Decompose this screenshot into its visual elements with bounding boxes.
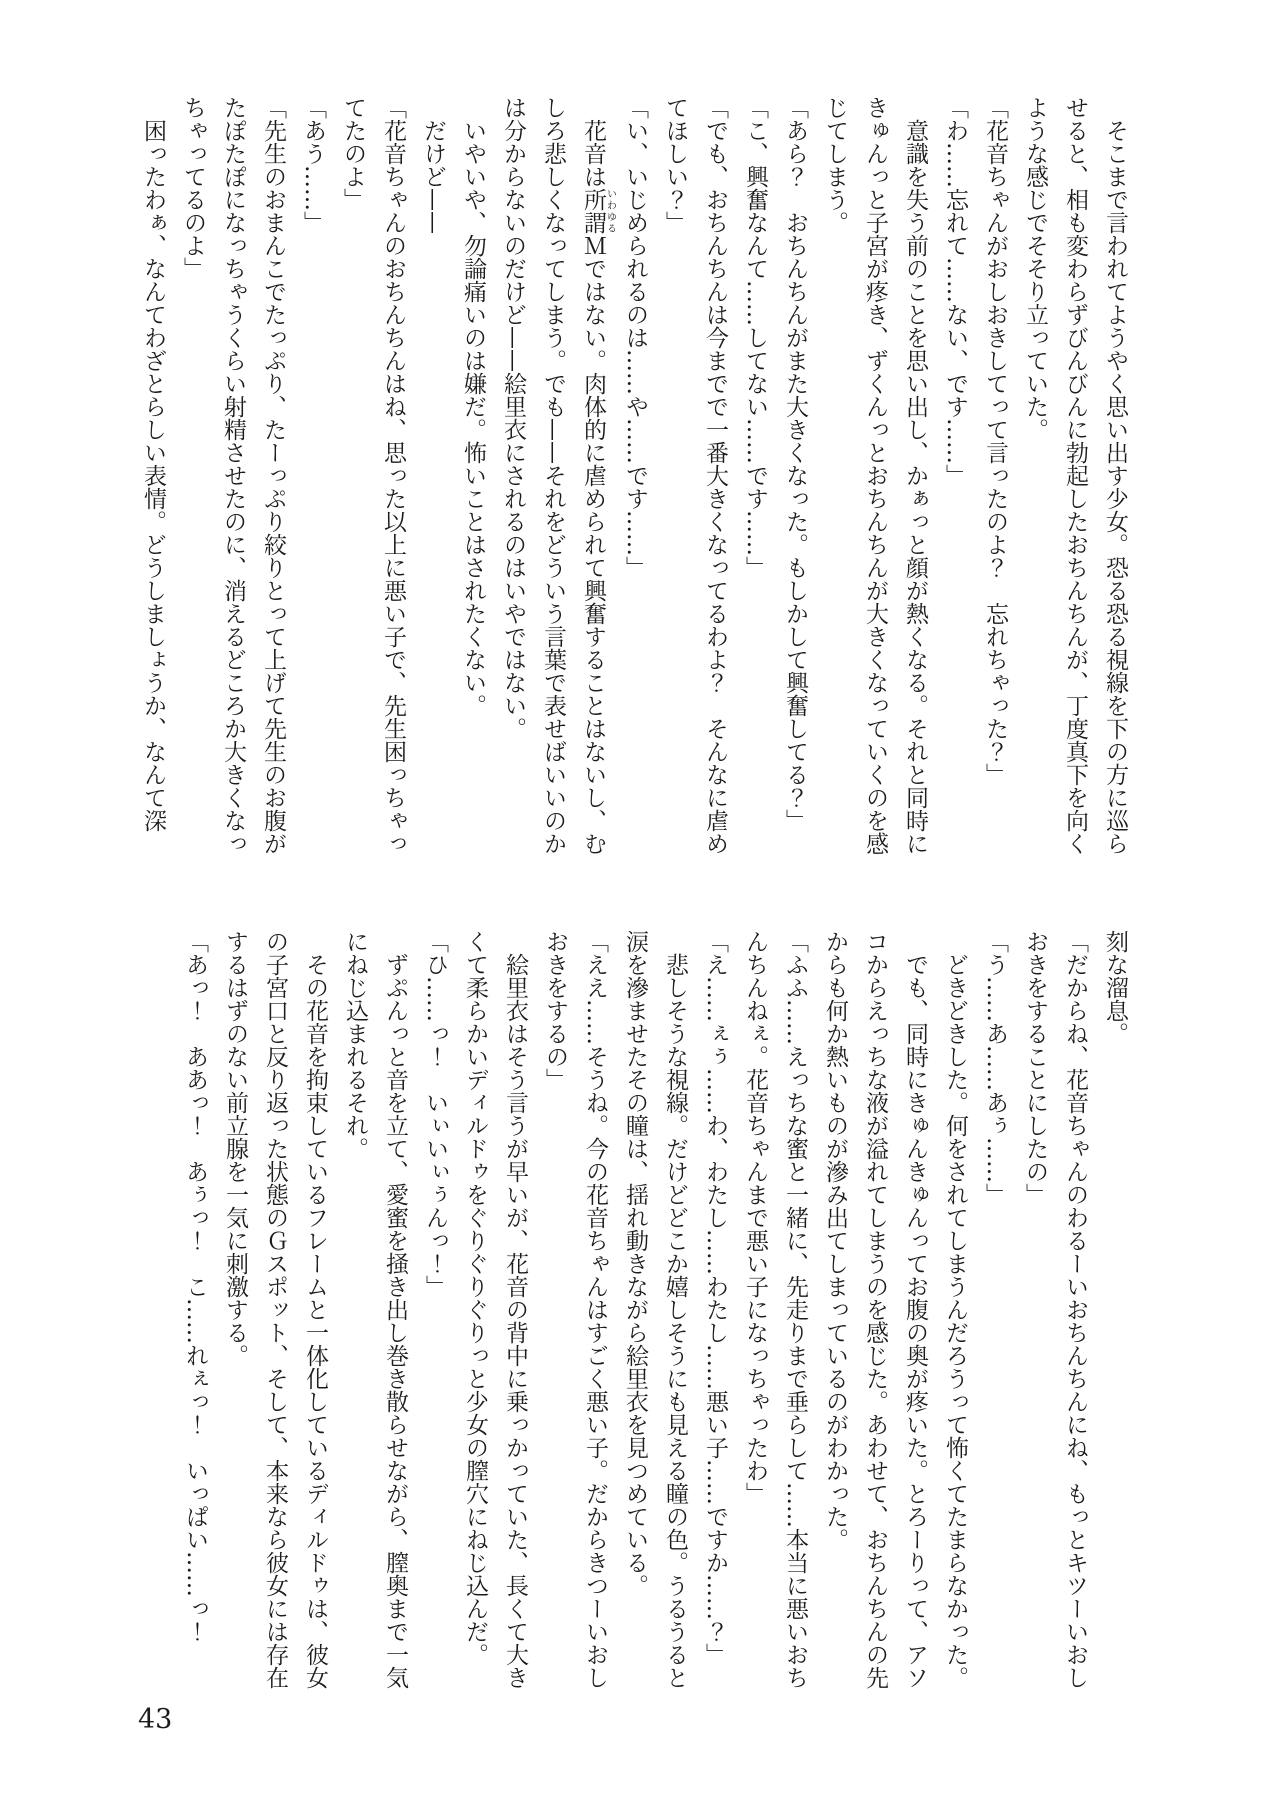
paragraph: でも、同時にきゅんきゅんってお腹の奥が疼いた。とろーりって、アソコからえっちな液が溢れてしまうのを感じた。あわせて、おちんちんの先からも何か熱いものが滲み出てしまっているのがわかった。 — [822, 930, 928, 1689]
paragraph: いやいや、勿論痛いのは嫌だ。怖いことはされたくない。 — [460, 119, 486, 717]
paragraph: だけど—— — [420, 119, 446, 234]
paragraph: 「花音ちゃんのおちんちんはね、思った以上に悪い子で、先生困っちゃってたのよ」 — [340, 96, 406, 855]
paragraph: 「わ……忘れて……ない、です……」 — [942, 96, 968, 487]
paragraph: 困ったわぁ、なんてわざとらしい表情。どうしましょうか、なんて深 — [140, 119, 166, 832]
paragraph: 「花音ちゃんがおしおきしてって言ったのよ？ 忘れちゃった？」 — [982, 96, 1008, 786]
page-number: 43 — [138, 1704, 173, 1735]
paragraph: 「ひ……っ！ いぃいぃぅんっ！」 — [422, 930, 448, 1298]
paragraph: 刻な溜息。 — [1102, 930, 1128, 1045]
ruby-annotated-word: 所謂いわゆる — [580, 188, 616, 234]
paragraph: 絵里衣はそう言うが早いが、花音の背中に乗っかっていた、長くて大きくて柔らかいディルドゥをぐりぐりぐりっと少女の膣穴にねじ込んだ。 — [462, 930, 528, 1689]
paragraph: その花音を拘束しているフレームと一体化しているディルドゥは、彼女の子宮口と反り返った状態のＧスポット、そして、本来なら彼女には存在するはずのない前立腺を一気に刺激する。 — [222, 930, 328, 1689]
paragraph: どきどきした。何をされてしまうんだろうって怖くてたまらなかった。 — [942, 953, 968, 1689]
text-band-bottom — [175, 930, 1135, 1698]
paragraph: 「こ、興奮なんて……してない……です……」 — [742, 96, 768, 579]
text-band-top — [133, 96, 1135, 864]
paragraph: そこまで言われてようやく思い出す少女。恐る恐る視線を下の方に巡らせると、相も変わらずびんびんに勃起したおちんちんが、丁度真下を向くような感じでそそり立っていた。 — [1022, 96, 1128, 855]
paragraph: 「ええ……そうね。今の花音ちゃんはすごく悪い子。だからきつーいおしおきをするの」 — [542, 930, 608, 1689]
paragraph: 「え……ぇぅ……わ、わたし……わたし……悪い子……ですか……？」 — [702, 930, 728, 1666]
paragraph: ずぷんっと音を立て、愛蜜を掻き出し巻き散らせながら、膣奥まで一気にねじ込まれるそれ。 — [342, 930, 408, 1689]
paragraph: 「あっ！ ああっ！ あぅっ！ こ……れぇっ！ いっぱい……っ！ — [182, 930, 208, 1643]
paragraph: 「あら？ おちんちんがまた大きくなった。もしかして興奮してる？」 — [782, 96, 808, 832]
paragraph: 「あう……」 — [300, 96, 326, 234]
paragraph: 悲しそうな視線。だけどどこか嬉しそうにも見える瞳の色。うるうると涙を滲ませたその瞳は、揺れ動きながら絵里衣を見つめている。 — [622, 930, 688, 1689]
paragraph: 「先生のおまんこでたっぷり、たーっぷり絞りとって上げて先生のお腹がたぽたぽになっちゃうくらい射精させたのに、消えるどころか大きくなっちゃってるのよ」 — [180, 96, 286, 855]
paragraph: 「だからね、花音ちゃんのわるーいおちんちんにね、もっとキツーいおしおきをすることにしたの」 — [1022, 930, 1088, 1689]
paragraph: 「ふふ……えっちな蜜と一緒に、先走りまで垂らして……本当に悪いおちんちんねぇ。花音ちゃんまで悪い子になっちゃったわ」 — [742, 930, 808, 1689]
paragraph: 花音は所謂いわゆるＭではない。肉体的に虐められて興奮することはないし、むしろ悲しくなってしまう。でも——それをどういう言葉で表せばいいのかは分からないのだけど——絵里衣にされるのはいやではない。 — [500, 96, 616, 855]
paragraph: 「い、いじめられるのは……や……です……」 — [622, 96, 648, 579]
paragraph: 意識を失う前のことを思い出し、かぁっと顔が熱くなる。それと同時にきゅんっと子宮が疼き、ずくんっとおちんちんが大きくなっていくのを感じてしまう。 — [822, 96, 928, 855]
paragraph: 「う……あ……あぅ……」 — [982, 930, 1008, 1206]
paragraph: 「でも、おちんちんは今までで一番大きくなってるわよ？ そんなに虐めてほしい？」 — [662, 96, 728, 855]
